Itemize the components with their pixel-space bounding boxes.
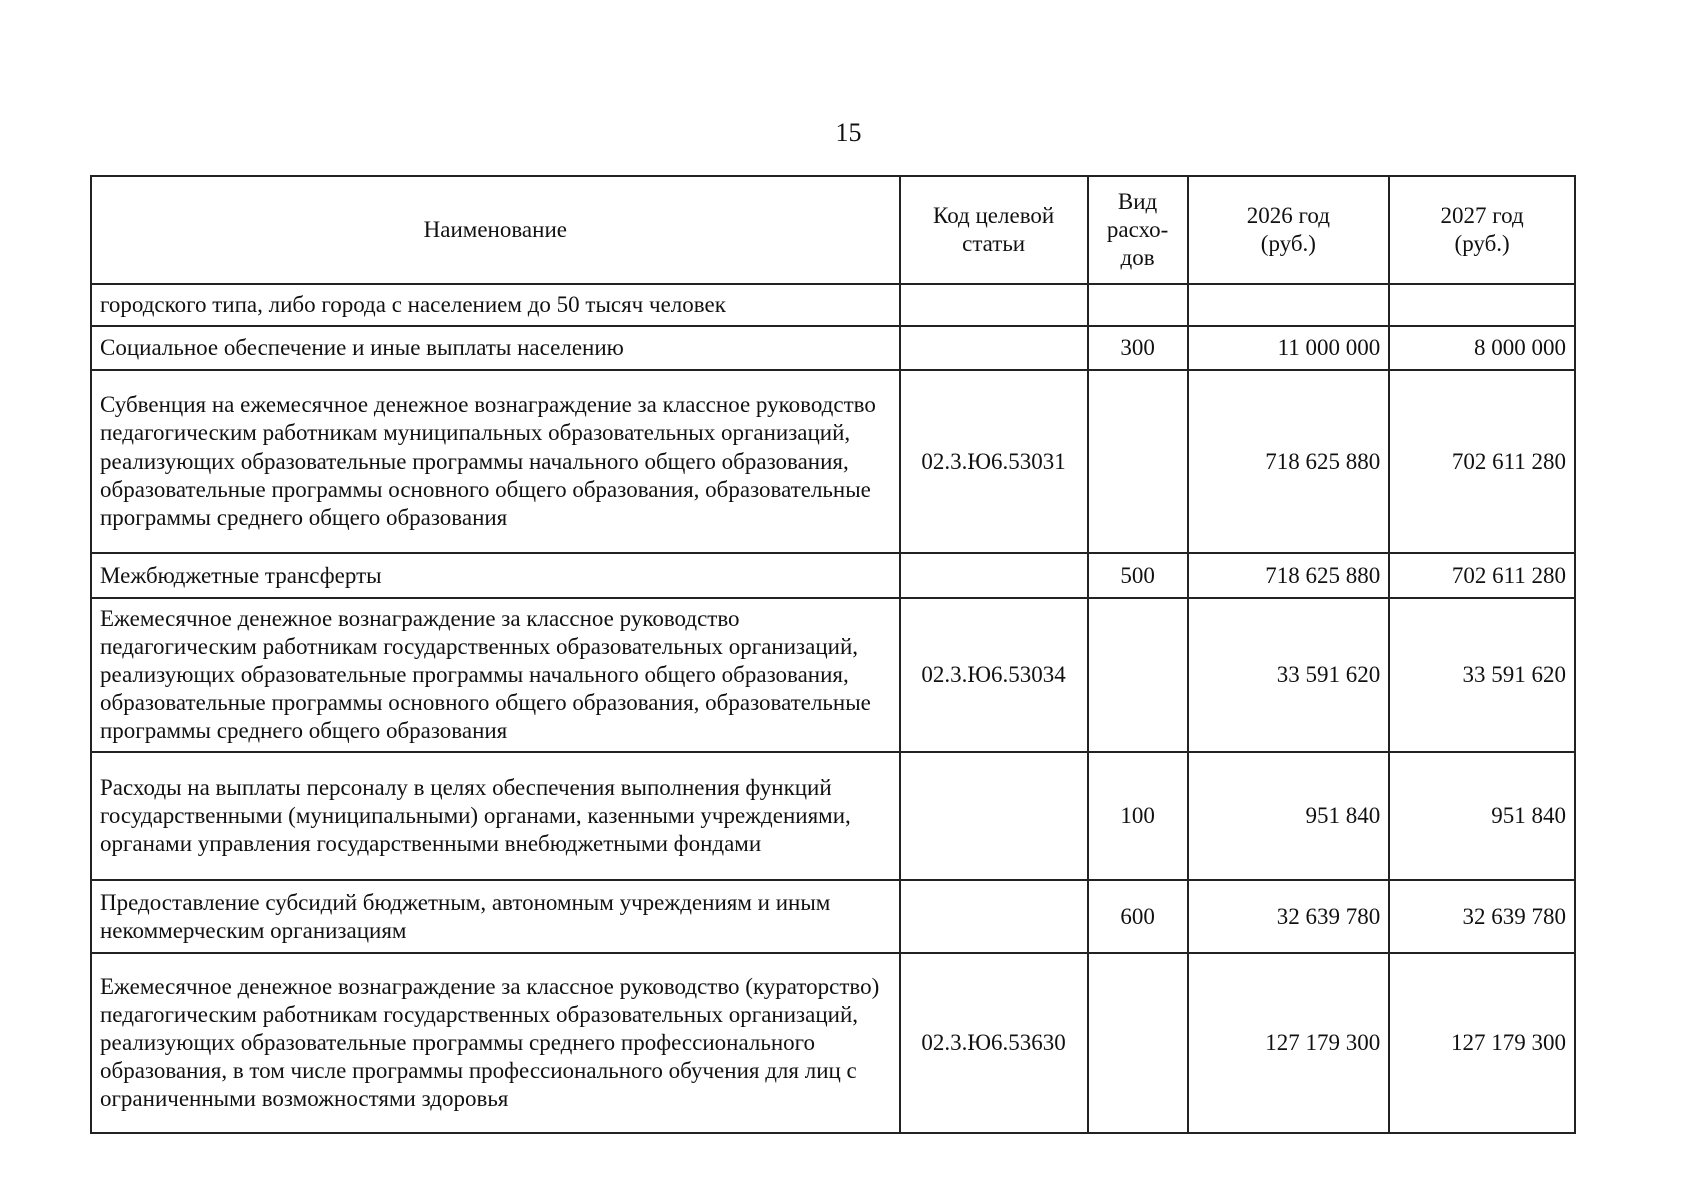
table-row bbox=[91, 284, 1575, 326]
row-kind bbox=[1088, 370, 1188, 553]
row-name: Ежемесячное денежное вознаграждение за классное руководство педагогическим работникам государственных образовательных организаций, реализующих образовательные программы начального общего образования, образовательные программы основного общего образования, образовательные программы среднего общего образования bbox=[91, 598, 900, 752]
row-code: 02.3.Ю6.53031 bbox=[900, 370, 1088, 553]
table-row bbox=[91, 953, 1575, 1133]
header-kind bbox=[1088, 176, 1188, 284]
row-amount-2026 bbox=[1188, 284, 1390, 326]
header-2026-line1: 2026 год bbox=[1246, 202, 1330, 228]
row-kind bbox=[1088, 284, 1188, 326]
row-kind bbox=[1088, 598, 1188, 752]
row-code bbox=[900, 880, 1088, 953]
row-kind: 100 bbox=[1088, 752, 1188, 880]
row-code bbox=[900, 284, 1088, 326]
row-name: Расходы на выплаты персоналу в целях обеспечения выполнения функций государственными (муниципальными) органами, казенными учреждениями, органами управления государственными внебюджетными фондами bbox=[91, 752, 900, 880]
row-amount-2027: 702 611 280 bbox=[1389, 553, 1575, 598]
header-2026 bbox=[1188, 176, 1390, 284]
row-amount-2026: 951 840 bbox=[1188, 752, 1390, 880]
row-amount-2026: 32 639 780 bbox=[1188, 880, 1390, 953]
row-kind: 500 bbox=[1088, 553, 1188, 598]
row-code bbox=[900, 326, 1088, 370]
page-number: 15 bbox=[835, 118, 862, 147]
row-kind: 300 bbox=[1088, 326, 1188, 370]
row-amount-2026: 718 625 880 bbox=[1188, 553, 1390, 598]
row-amount-2026: 127 179 300 bbox=[1188, 953, 1390, 1133]
budget-table bbox=[90, 175, 1576, 1134]
row-kind: 600 bbox=[1088, 880, 1188, 953]
row-name: Межбюджетные трансферты bbox=[91, 553, 900, 598]
row-amount-2027: 33 591 620 bbox=[1389, 598, 1575, 752]
row-amount-2027: 8 000 000 bbox=[1389, 326, 1575, 370]
table-row bbox=[91, 752, 1575, 880]
header-name bbox=[91, 176, 900, 284]
header-kind-line2: расхо- bbox=[1106, 216, 1169, 242]
row-amount-2026: 11 000 000 bbox=[1188, 326, 1390, 370]
header-name-label: Наименование bbox=[423, 216, 567, 242]
row-name: Предоставление субсидий бюджетным, автономным учреждениям и иным некоммерческим организациям bbox=[91, 880, 900, 953]
table-row bbox=[91, 598, 1575, 752]
row-amount-2027: 702 611 280 bbox=[1389, 370, 1575, 553]
row-amount-2027: 127 179 300 bbox=[1389, 953, 1575, 1133]
header-2027 bbox=[1389, 176, 1575, 284]
header-code-line1: Код целевой bbox=[933, 202, 1055, 228]
row-amount-2026: 33 591 620 bbox=[1188, 598, 1390, 752]
header-2027-line2: (руб.) bbox=[1454, 231, 1510, 256]
row-name: городского типа, либо города с населением до 50 тысяч человек bbox=[91, 284, 900, 326]
table-row bbox=[91, 370, 1575, 553]
header-kind-line1: Вид bbox=[1117, 188, 1158, 214]
row-kind bbox=[1088, 953, 1188, 1133]
row-amount-2026: 718 625 880 bbox=[1188, 370, 1390, 553]
row-amount-2027 bbox=[1389, 284, 1575, 326]
row-amount-2027: 32 639 780 bbox=[1389, 880, 1575, 953]
row-name: Субвенция на ежемесячное денежное вознаграждение за классное руководство педагогическим работникам муниципальных образовательных организаций, реализующих образовательные программы начального общего образования, образовательные программы основного общего образования, образовательные программы среднего общего образования bbox=[91, 370, 900, 553]
header-2026-line2: (руб.) bbox=[1260, 231, 1316, 256]
row-code: 02.3.Ю6.53034 bbox=[900, 598, 1088, 752]
row-code: 02.3.Ю6.53630 bbox=[900, 953, 1088, 1133]
table-header-row bbox=[91, 176, 1575, 284]
row-code bbox=[900, 752, 1088, 880]
row-name: Ежемесячное денежное вознаграждение за классное руководство (кураторство) педагогическим работникам государственных образовательных организаций, реализующих образовательные программы среднего профессионального образования, в том числе программы профессионального обучения для лиц с ограниченными возможностями здоровья bbox=[91, 953, 900, 1133]
table-row bbox=[91, 880, 1575, 953]
header-code-line2: статьи bbox=[962, 231, 1026, 256]
row-name: Социальное обеспечение и иные выплаты населению bbox=[91, 326, 900, 370]
header-2027-line1: 2027 год bbox=[1440, 202, 1524, 228]
header-code bbox=[900, 176, 1088, 284]
row-amount-2027: 951 840 bbox=[1389, 752, 1575, 880]
table-row bbox=[91, 553, 1575, 598]
header-kind-line3: дов bbox=[1120, 245, 1155, 271]
table-row bbox=[91, 326, 1575, 370]
row-code bbox=[900, 553, 1088, 598]
